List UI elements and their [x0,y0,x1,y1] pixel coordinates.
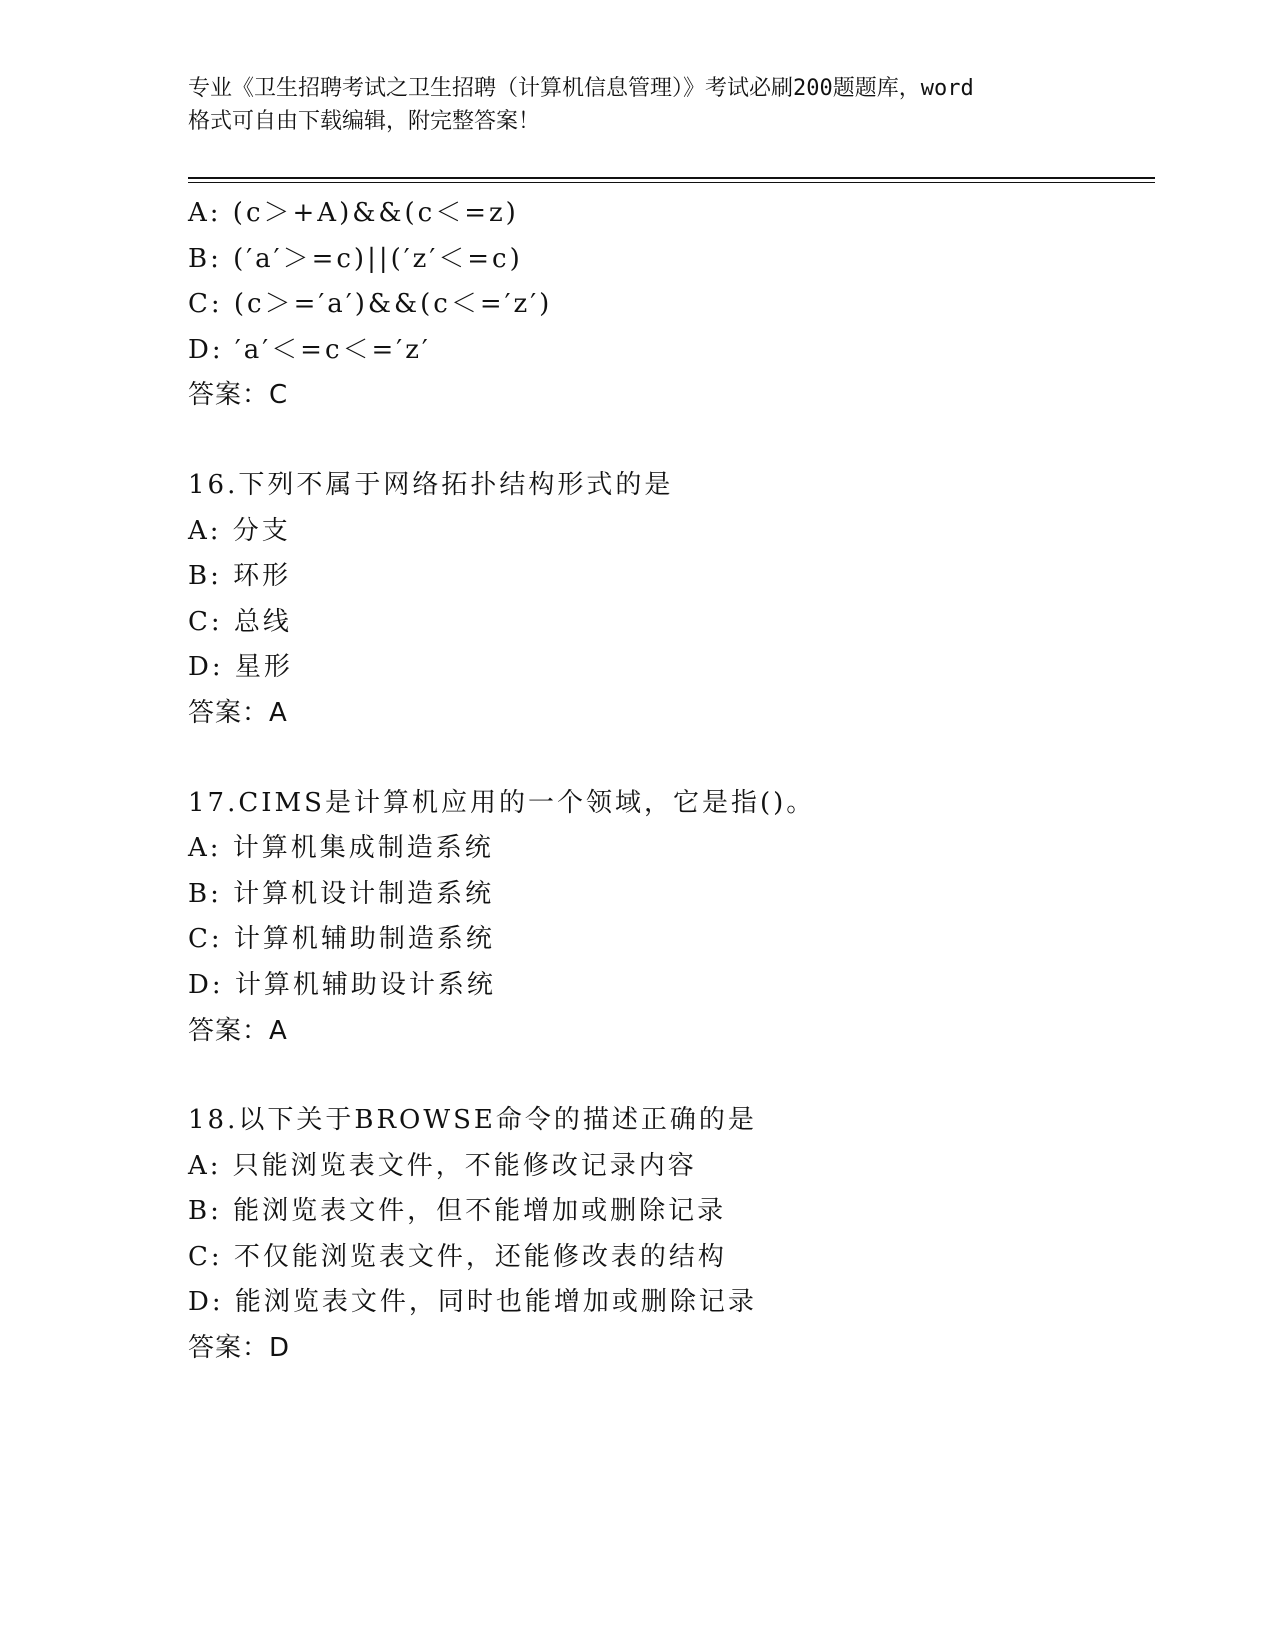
option-a: A: 计算机集成制造系统 [188,833,494,864]
option-d: D: 计算机辅助设计系统 [188,969,496,1000]
header-line-1: 专业《卫生招聘考试之卫生招聘（计算机信息管理）》考试必刷200题题库，word [188,76,974,101]
spacer [188,419,1148,463]
question-block-17 [188,781,1148,1055]
option-d: D: 能浏览表文件，同时也能增加或删除记录 [188,1287,757,1318]
question-block-18 [188,1098,1148,1372]
header-divider-thick [188,177,1155,179]
option-c: C: (c＞=′a′)&&(c＜=′z′) [188,289,553,320]
answer-line: 答案：C [188,380,289,411]
page-header [188,72,1088,138]
question-text: 17.CIMS是计算机应用的一个领域，它是指()。 [188,787,816,818]
option-b: B: 环形 [188,561,292,592]
question-list [188,191,1148,1372]
option-a: A: 只能浏览表文件，不能修改记录内容 [188,1150,697,1181]
question-text: 16.下列不属于网络拓扑结构形式的是 [188,469,674,500]
answer-line: 答案：A [188,1015,288,1046]
question-text: 18.以下关于BROWSE命令的描述正确的是 [188,1105,757,1136]
option-d: D: 星形 [188,652,293,683]
question-block-16 [188,463,1148,737]
option-b: B: (′a′＞=c)||(′z′＜=c) [188,243,523,274]
option-c: C: 计算机辅助制造系统 [188,924,495,955]
option-b: B: 能浏览表文件，但不能增加或删除记录 [188,1196,727,1227]
option-c: C: 不仅能浏览表文件，还能修改表的结构 [188,1241,727,1272]
option-a: A: 分支 [188,515,291,546]
header-divider-thin [188,182,1155,183]
option-c: C: 总线 [188,606,292,637]
question-block-15 [188,191,1148,419]
option-a: A: (c＞+A)&&(c＜=z) [188,198,519,228]
option-b: B: 计算机设计制造系统 [188,878,495,909]
spacer [188,737,1148,781]
answer-line: 答案：A [188,697,288,728]
header-line-2: 格式可自由下载编辑，附完整答案！ [188,109,541,134]
answer-line: 答案：D [188,1333,291,1364]
option-d: D: ′a′＜=c＜=′z′ [188,334,431,365]
spacer [188,1054,1148,1098]
